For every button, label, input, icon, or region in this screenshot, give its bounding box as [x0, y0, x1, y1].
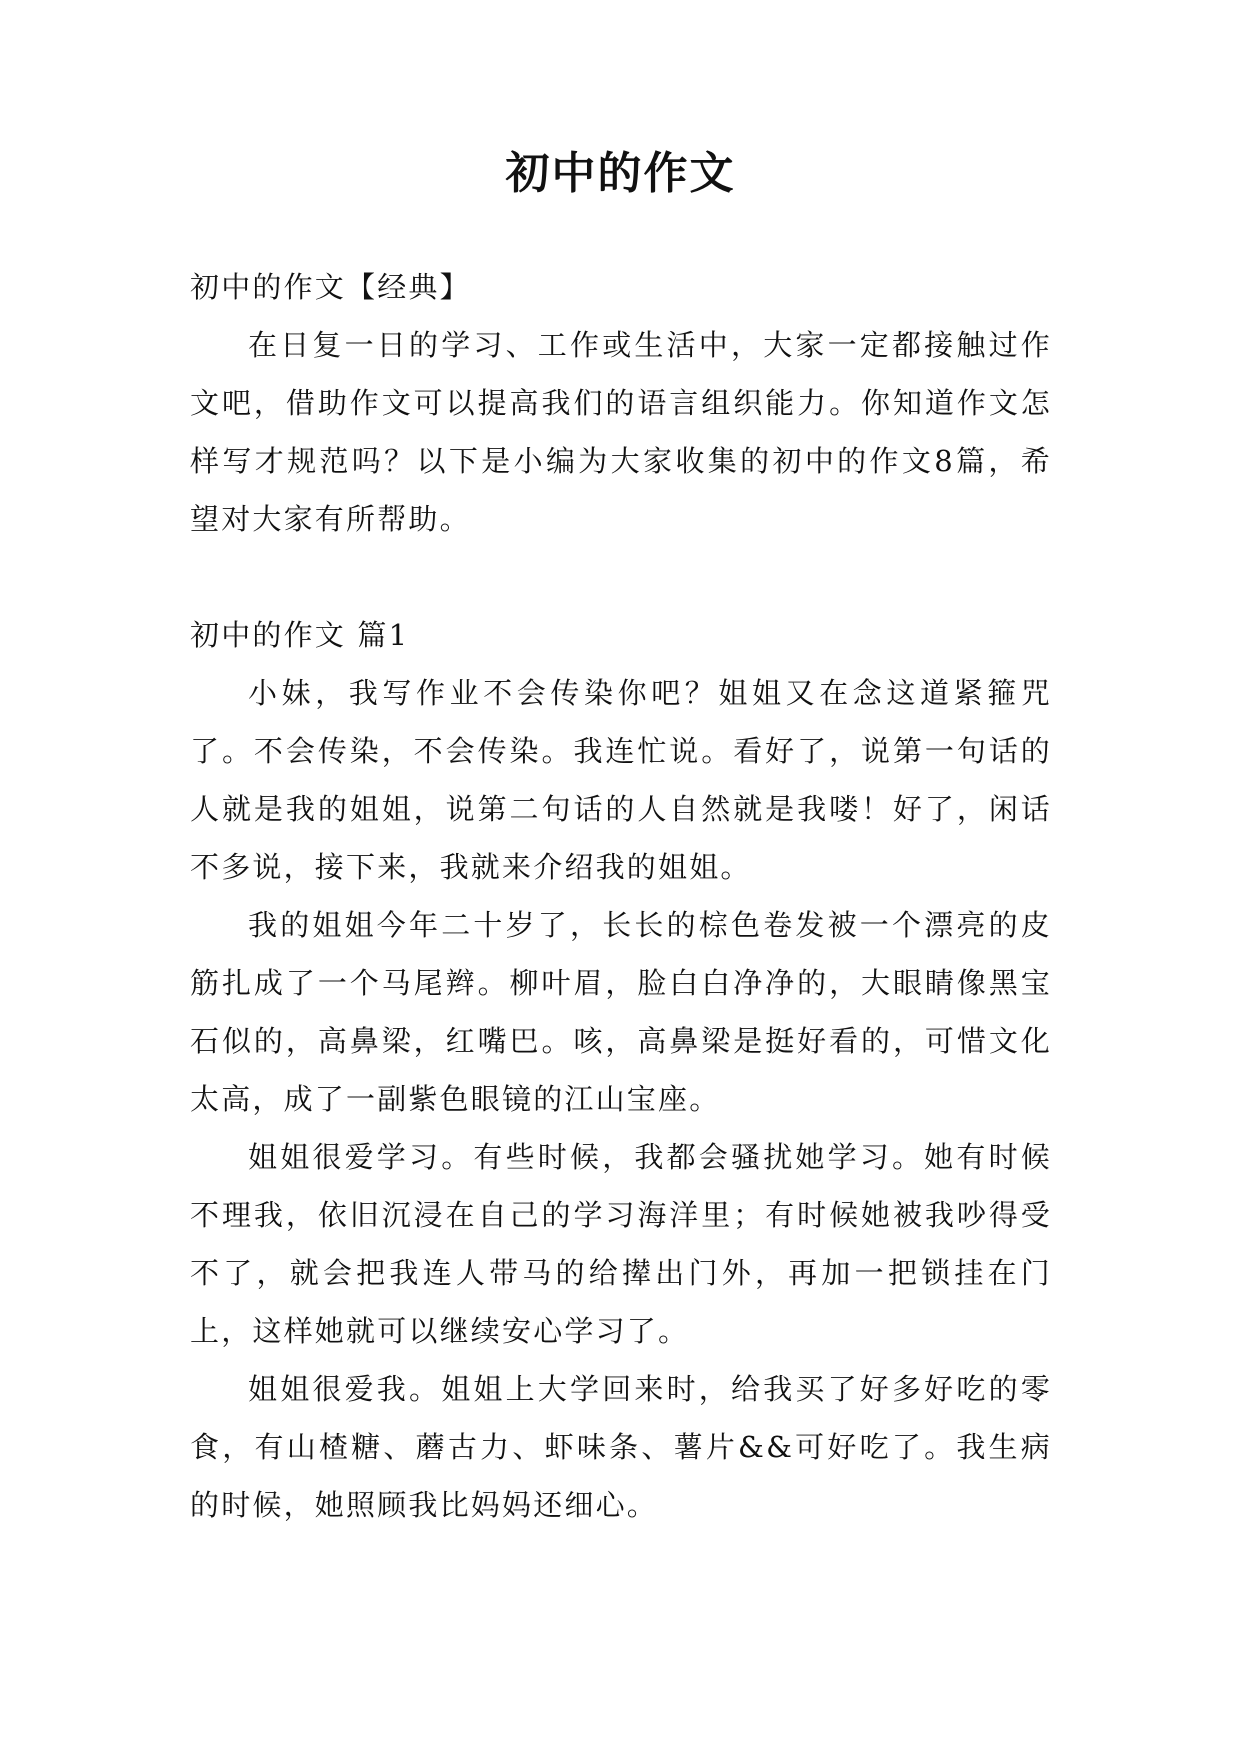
intro-heading: 初中的作文【经典】	[190, 270, 471, 304]
body-paragraph-3: 姐姐很爱学习。有些时候，我都会骚扰她学习。她有时候不理我，依旧沉浸在自己的学习海洋里；有时候她被我吵得受不了，就会把我连人带马的给撵出门外，再加一把锁挂在门上，这样她就可以继续安心学习了。	[190, 1140, 1052, 1348]
document-body	[190, 258, 1052, 1534]
section-spacer	[190, 548, 1052, 606]
document-title: 初中的作文	[505, 148, 736, 199]
body-paragraph-2: 我的姐姐今年二十岁了，长长的棕色卷发被一个漂亮的皮筋扎成了一个马尾辫。柳叶眉，脸白白净净的，大眼睛像黑宝石似的，高鼻梁，红嘴巴。咳，高鼻梁是挺好看的，可惜文化太高，成了一副紫色眼镜的江山宝座。	[190, 908, 1052, 1116]
body-paragraph-1: 小妹，我写作业不会传染你吧？姐姐又在念这道紧箍咒了。不会传染，不会传染。我连忙说。看好了，说第一句话的人就是我的姐姐，说第二句话的人自然就是我喽！好了，闲话不多说，接下来，我就来介绍我的姐姐。	[190, 676, 1052, 884]
body-paragraph-4: 姐姐很爱我。姐姐上大学回来时，给我买了好多好吃的零食，有山楂糖、蘑古力、虾味条、薯片&&可好吃了。我生病的时候，她照顾我比妈妈还细心。	[190, 1372, 1052, 1522]
section-heading: 初中的作文 篇1	[190, 618, 410, 652]
intro-paragraph: 在日复一日的学习、工作或生活中，大家一定都接触过作文吧，借助作文可以提高我们的语言组织能力。你知道作文怎样写才规范吗？以下是小编为大家收集的初中的作文8篇，希望对大家有所帮助。	[190, 328, 1052, 536]
